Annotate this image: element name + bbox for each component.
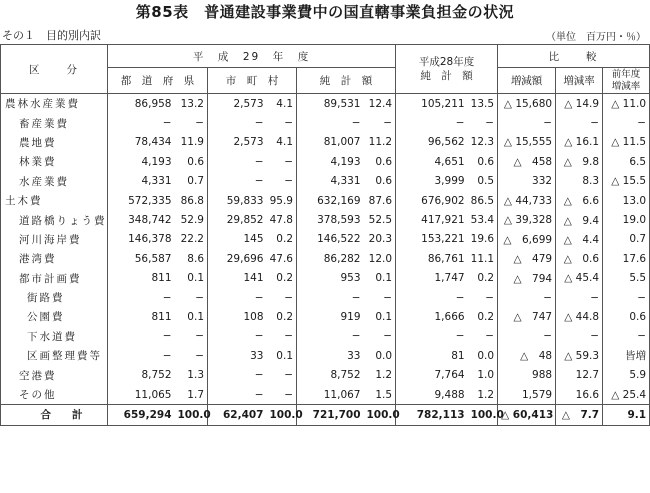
table-cell: − (556, 327, 603, 346)
table-cell: 86.8 (175, 191, 208, 210)
table-cell: 17.6 (603, 249, 650, 268)
table-row (1, 133, 650, 152)
table-row (1, 307, 650, 326)
table-cell: 8,752 (330, 369, 361, 382)
table-cell: 13.0 (603, 191, 650, 210)
row-label: 林業費 (1, 152, 108, 171)
table-cell: 332 (498, 172, 556, 191)
table-row (1, 152, 650, 171)
table-cell: 59,833 (226, 194, 264, 207)
table-cell: △ 44.8 (556, 307, 603, 326)
table-cell: 11.9 (175, 133, 208, 152)
table-cell: 12.4 (364, 94, 396, 114)
table-cell: △ 747 (498, 307, 556, 326)
table-cell: 33 (250, 349, 264, 362)
table-cell: 6.5 (603, 152, 650, 171)
table-cell: △ 9.8 (556, 152, 603, 171)
table-cell: 11.2 (364, 133, 396, 152)
row-label: 合 計 (1, 405, 108, 425)
header-change-amount: 増減額 (498, 68, 556, 94)
table-cell: 100.0 (175, 405, 208, 425)
table-cell: 86,958 (134, 97, 172, 110)
table-cell: 0.2 (468, 307, 498, 326)
table-cell: 146,522 (317, 233, 361, 246)
header-change-rate: 増減率 (556, 68, 603, 94)
table-cell: △ 15,680 (498, 94, 556, 114)
table-cell: 95.9 (267, 191, 297, 210)
table-cell: △ 4.4 (556, 230, 603, 249)
table-cell: − (254, 155, 264, 168)
table-cell: 5.9 (603, 365, 650, 384)
total-row (1, 405, 650, 425)
table-cell: 11,067 (323, 388, 361, 401)
table-cell: − (267, 152, 297, 171)
table-cell: 1,747 (434, 272, 465, 285)
table-cell: 0.6 (364, 152, 396, 171)
table-cell: 141 (243, 272, 264, 285)
table-cell: 89,531 (323, 97, 361, 110)
table-row (1, 365, 650, 384)
table-cell: △ 458 (498, 152, 556, 171)
header-h29: 平 成 29 年 度 (108, 45, 396, 68)
table-cell: − (351, 291, 361, 304)
table-cell: △ 25.4 (603, 385, 650, 405)
header-net: 純 計 額 (297, 68, 396, 94)
table-cell: − (603, 288, 650, 307)
table-cell: 96,562 (427, 136, 465, 149)
table-cell: △ 794 (498, 269, 556, 288)
table-cell: 7,764 (434, 369, 465, 382)
table-cell: 0.2 (267, 269, 297, 288)
table-cell: − (267, 288, 297, 307)
table-cell: − (455, 291, 465, 304)
row-label: 水産業費 (1, 172, 108, 191)
table-cell: 16.6 (556, 385, 603, 405)
table-cell: 2,573 (233, 136, 264, 149)
table-cell: − (556, 113, 603, 132)
table-cell: 4,193 (330, 155, 361, 168)
table-cell: − (351, 117, 361, 130)
table-cell: 659,294 (108, 405, 175, 425)
table-cell: 11,065 (134, 388, 172, 401)
table-cell: 86,761 (427, 252, 465, 265)
table-cell: − (498, 288, 556, 307)
table-cell: 0.1 (364, 307, 396, 326)
table-cell: 1.3 (175, 365, 208, 384)
table-cell: 52.9 (175, 210, 208, 229)
table-cell: − (498, 113, 556, 132)
table-row (1, 230, 650, 249)
table-cell: 8.3 (556, 172, 603, 191)
table-cell: 1.7 (175, 385, 208, 405)
table-cell: △ 7.7 (556, 405, 603, 425)
unit-note: （単位 百万円・％） (546, 32, 646, 43)
table-cell: 100.0 (468, 405, 498, 425)
table-row (1, 191, 650, 210)
table-cell: △ 16.1 (556, 133, 603, 152)
table-cell: 811 (151, 272, 172, 285)
table-cell: 0.1 (364, 269, 396, 288)
table-cell: 0.6 (364, 172, 396, 191)
table-cell: − (498, 327, 556, 346)
table-cell: 81,007 (323, 136, 361, 149)
table-cell: − (175, 288, 208, 307)
table-cell: 86,282 (323, 252, 361, 265)
table-cell: △ 0.6 (556, 249, 603, 268)
table-cell: 20.3 (364, 230, 396, 249)
table-cell: 12.0 (364, 249, 396, 268)
table-cell: △ 45.4 (556, 269, 603, 288)
table-row (1, 346, 650, 365)
header-comparison: 比 較 (498, 45, 650, 68)
row-label: 道路橋りょう費 (1, 210, 108, 229)
table-cell: 811 (151, 310, 172, 323)
table-cell: − (254, 117, 264, 130)
table-cell: 0.1 (267, 346, 297, 365)
table-cell: 988 (498, 365, 556, 384)
table-cell: 0.1 (175, 307, 208, 326)
table-cell: 5.5 (603, 269, 650, 288)
table-cell: 632,169 (317, 194, 361, 207)
row-label: 港湾費 (1, 249, 108, 268)
table-cell: 29,852 (226, 214, 264, 227)
table-cell: 2,573 (233, 97, 264, 110)
table-cell: 0.2 (267, 230, 297, 249)
table-cell: − (267, 327, 297, 346)
table-cell: △ 15.5 (603, 172, 650, 191)
table-cell: △ 9.4 (556, 210, 603, 229)
row-label: 公園費 (1, 307, 108, 326)
table-cell: 12.7 (556, 365, 603, 384)
table-cell: − (455, 330, 465, 343)
table-cell: 19.0 (603, 210, 650, 229)
table-cell: 105,211 (421, 97, 465, 110)
table-cell: △ 14.9 (556, 94, 603, 114)
table-cell: 146,378 (128, 233, 172, 246)
table-cell: − (254, 291, 264, 304)
table-cell: 919 (340, 310, 361, 323)
table-cell: 0.6 (468, 152, 498, 171)
table-cell: 19.6 (468, 230, 498, 249)
table-cell: 4,651 (434, 155, 465, 168)
table-cell: − (364, 288, 396, 307)
table-cell: − (455, 117, 465, 130)
table-cell: 87.6 (364, 191, 396, 210)
table-row (1, 288, 650, 307)
table-cell: △ 11.0 (603, 94, 650, 114)
table-cell: 378,593 (317, 214, 361, 227)
table-cell: 29,696 (226, 252, 264, 265)
table-cell: − (254, 369, 264, 382)
table-cell: 0.1 (175, 269, 208, 288)
row-label: 農地費 (1, 133, 108, 152)
table-cell: △ 11.5 (603, 133, 650, 152)
table-row (1, 94, 650, 114)
table-cell: 62,407 (208, 405, 267, 425)
table-cell: △ 48 (498, 346, 556, 365)
row-label: 都市計画費 (1, 269, 108, 288)
table-subtitle: その１ 目的別内訳 (2, 29, 101, 42)
table-cell: 3,999 (434, 175, 465, 188)
table-row (1, 210, 650, 229)
table-row (1, 113, 650, 132)
table-cell: 1.2 (364, 365, 396, 384)
table-cell: 100.0 (267, 405, 297, 425)
table-cell: − (162, 117, 172, 130)
table-cell: 1,579 (498, 385, 556, 405)
table-cell: − (175, 327, 208, 346)
table-cell: − (254, 388, 264, 401)
table-cell: △ 39,328 (498, 210, 556, 229)
table-cell: − (468, 113, 498, 132)
table-cell: 0.6 (175, 152, 208, 171)
table-cell: 0.6 (603, 307, 650, 326)
table-cell: − (468, 327, 498, 346)
table-cell: 0.0 (468, 346, 498, 365)
table-cell: 8.6 (175, 249, 208, 268)
table-cell: 1.5 (364, 385, 396, 405)
table-cell: △ 479 (498, 249, 556, 268)
table-cell: △ 15,555 (498, 133, 556, 152)
table-cell: △ 59.3 (556, 346, 603, 365)
row-label: 河川海岸費 (1, 230, 108, 249)
table-row (1, 385, 650, 405)
header-category: 区 分 (1, 45, 108, 94)
table-cell: 782,113 (396, 405, 468, 425)
table-cell: 0.7 (175, 172, 208, 191)
table-cell: △ 6,699 (498, 230, 556, 249)
table-cell: − (254, 175, 264, 188)
table-cell: − (603, 113, 650, 132)
table-cell: 153,221 (421, 233, 465, 246)
table-cell: 348,742 (128, 214, 172, 227)
table-cell: 0.5 (468, 172, 498, 191)
table-cell: − (603, 327, 650, 346)
table-cell: 12.3 (468, 133, 498, 152)
table-cell: − (254, 330, 264, 343)
table-cell: 13.2 (175, 94, 208, 114)
table-cell: 0.2 (468, 269, 498, 288)
table-cell: 52.5 (364, 210, 396, 229)
table-cell: − (364, 113, 396, 132)
table-cell: 417,921 (421, 214, 465, 227)
header-prev-rate: 前年度 増減率 (603, 68, 650, 94)
table-cell: 56,587 (134, 252, 172, 265)
table-cell: △ 6.6 (556, 191, 603, 210)
row-label: 区画整理費等 (1, 346, 108, 365)
table-cell: − (468, 288, 498, 307)
header-prefecture: 都 道 府 県 (108, 68, 208, 94)
table-row (1, 172, 650, 191)
table-cell: − (267, 172, 297, 191)
row-label: 農林水産業費 (1, 94, 108, 114)
table-title: 第85表 普通建設事業費中の国直轄事業負担金の状況 (135, 3, 515, 21)
table-cell: 0.7 (603, 230, 650, 249)
table-cell: 676,902 (421, 194, 465, 207)
table-cell: 1.0 (468, 365, 498, 384)
table-cell: − (162, 291, 172, 304)
table-cell: − (162, 349, 172, 362)
table-cell: − (267, 385, 297, 405)
header-h28: 平成28年度 純 計 額 (396, 45, 498, 94)
table-cell: 9.1 (603, 405, 650, 425)
table-cell: 4,331 (330, 175, 361, 188)
table-cell: 4.1 (267, 133, 297, 152)
table-cell: 53.4 (468, 210, 498, 229)
table-cell: 33 (347, 349, 361, 362)
table-cell: − (556, 288, 603, 307)
table-row (1, 249, 650, 268)
table-row (1, 327, 650, 346)
table-cell: − (364, 327, 396, 346)
table-cell: 108 (243, 310, 264, 323)
row-label: 土木費 (1, 191, 108, 210)
row-label: 空港費 (1, 365, 108, 384)
row-label: その他 (1, 385, 108, 405)
table-cell: 953 (340, 272, 361, 285)
table-cell: − (162, 330, 172, 343)
table-cell: 721,700 (297, 405, 364, 425)
table-cell: 11.1 (468, 249, 498, 268)
table-cell: − (351, 330, 361, 343)
table-cell: 47.6 (267, 249, 297, 268)
table-cell: 100.0 (364, 405, 396, 425)
table-cell: 皆増 (603, 346, 650, 365)
table-cell: − (175, 113, 208, 132)
table-cell: △ 60,413 (498, 405, 556, 425)
table-cell: △ 44,733 (498, 191, 556, 210)
table-cell: 13.5 (468, 94, 498, 114)
row-label: 畜産業費 (1, 113, 108, 132)
table-cell: 81 (451, 349, 465, 362)
table-cell: 572,335 (128, 194, 172, 207)
table-cell: 78,434 (134, 136, 172, 149)
table-cell: − (267, 113, 297, 132)
table-cell: 145 (243, 233, 264, 246)
table-cell: 47.8 (267, 210, 297, 229)
data-table (0, 44, 650, 426)
table-cell: 0.2 (267, 307, 297, 326)
table-cell: 1.2 (468, 385, 498, 405)
row-label: 下水道費 (1, 327, 108, 346)
table-cell: 4,193 (141, 155, 172, 168)
row-label: 街路費 (1, 288, 108, 307)
header-municipality: 市 町 村 (208, 68, 297, 94)
table-cell: 4.1 (267, 94, 297, 114)
table-cell: − (175, 346, 208, 365)
table-cell: 4,331 (141, 175, 172, 188)
table-row (1, 269, 650, 288)
table-cell: 1,666 (434, 310, 465, 323)
table-cell: 22.2 (175, 230, 208, 249)
table-cell: 9,488 (434, 388, 465, 401)
table-cell: 86.5 (468, 191, 498, 210)
table-cell: − (267, 365, 297, 384)
table-cell: 8,752 (141, 369, 172, 382)
table-cell: 0.0 (364, 346, 396, 365)
